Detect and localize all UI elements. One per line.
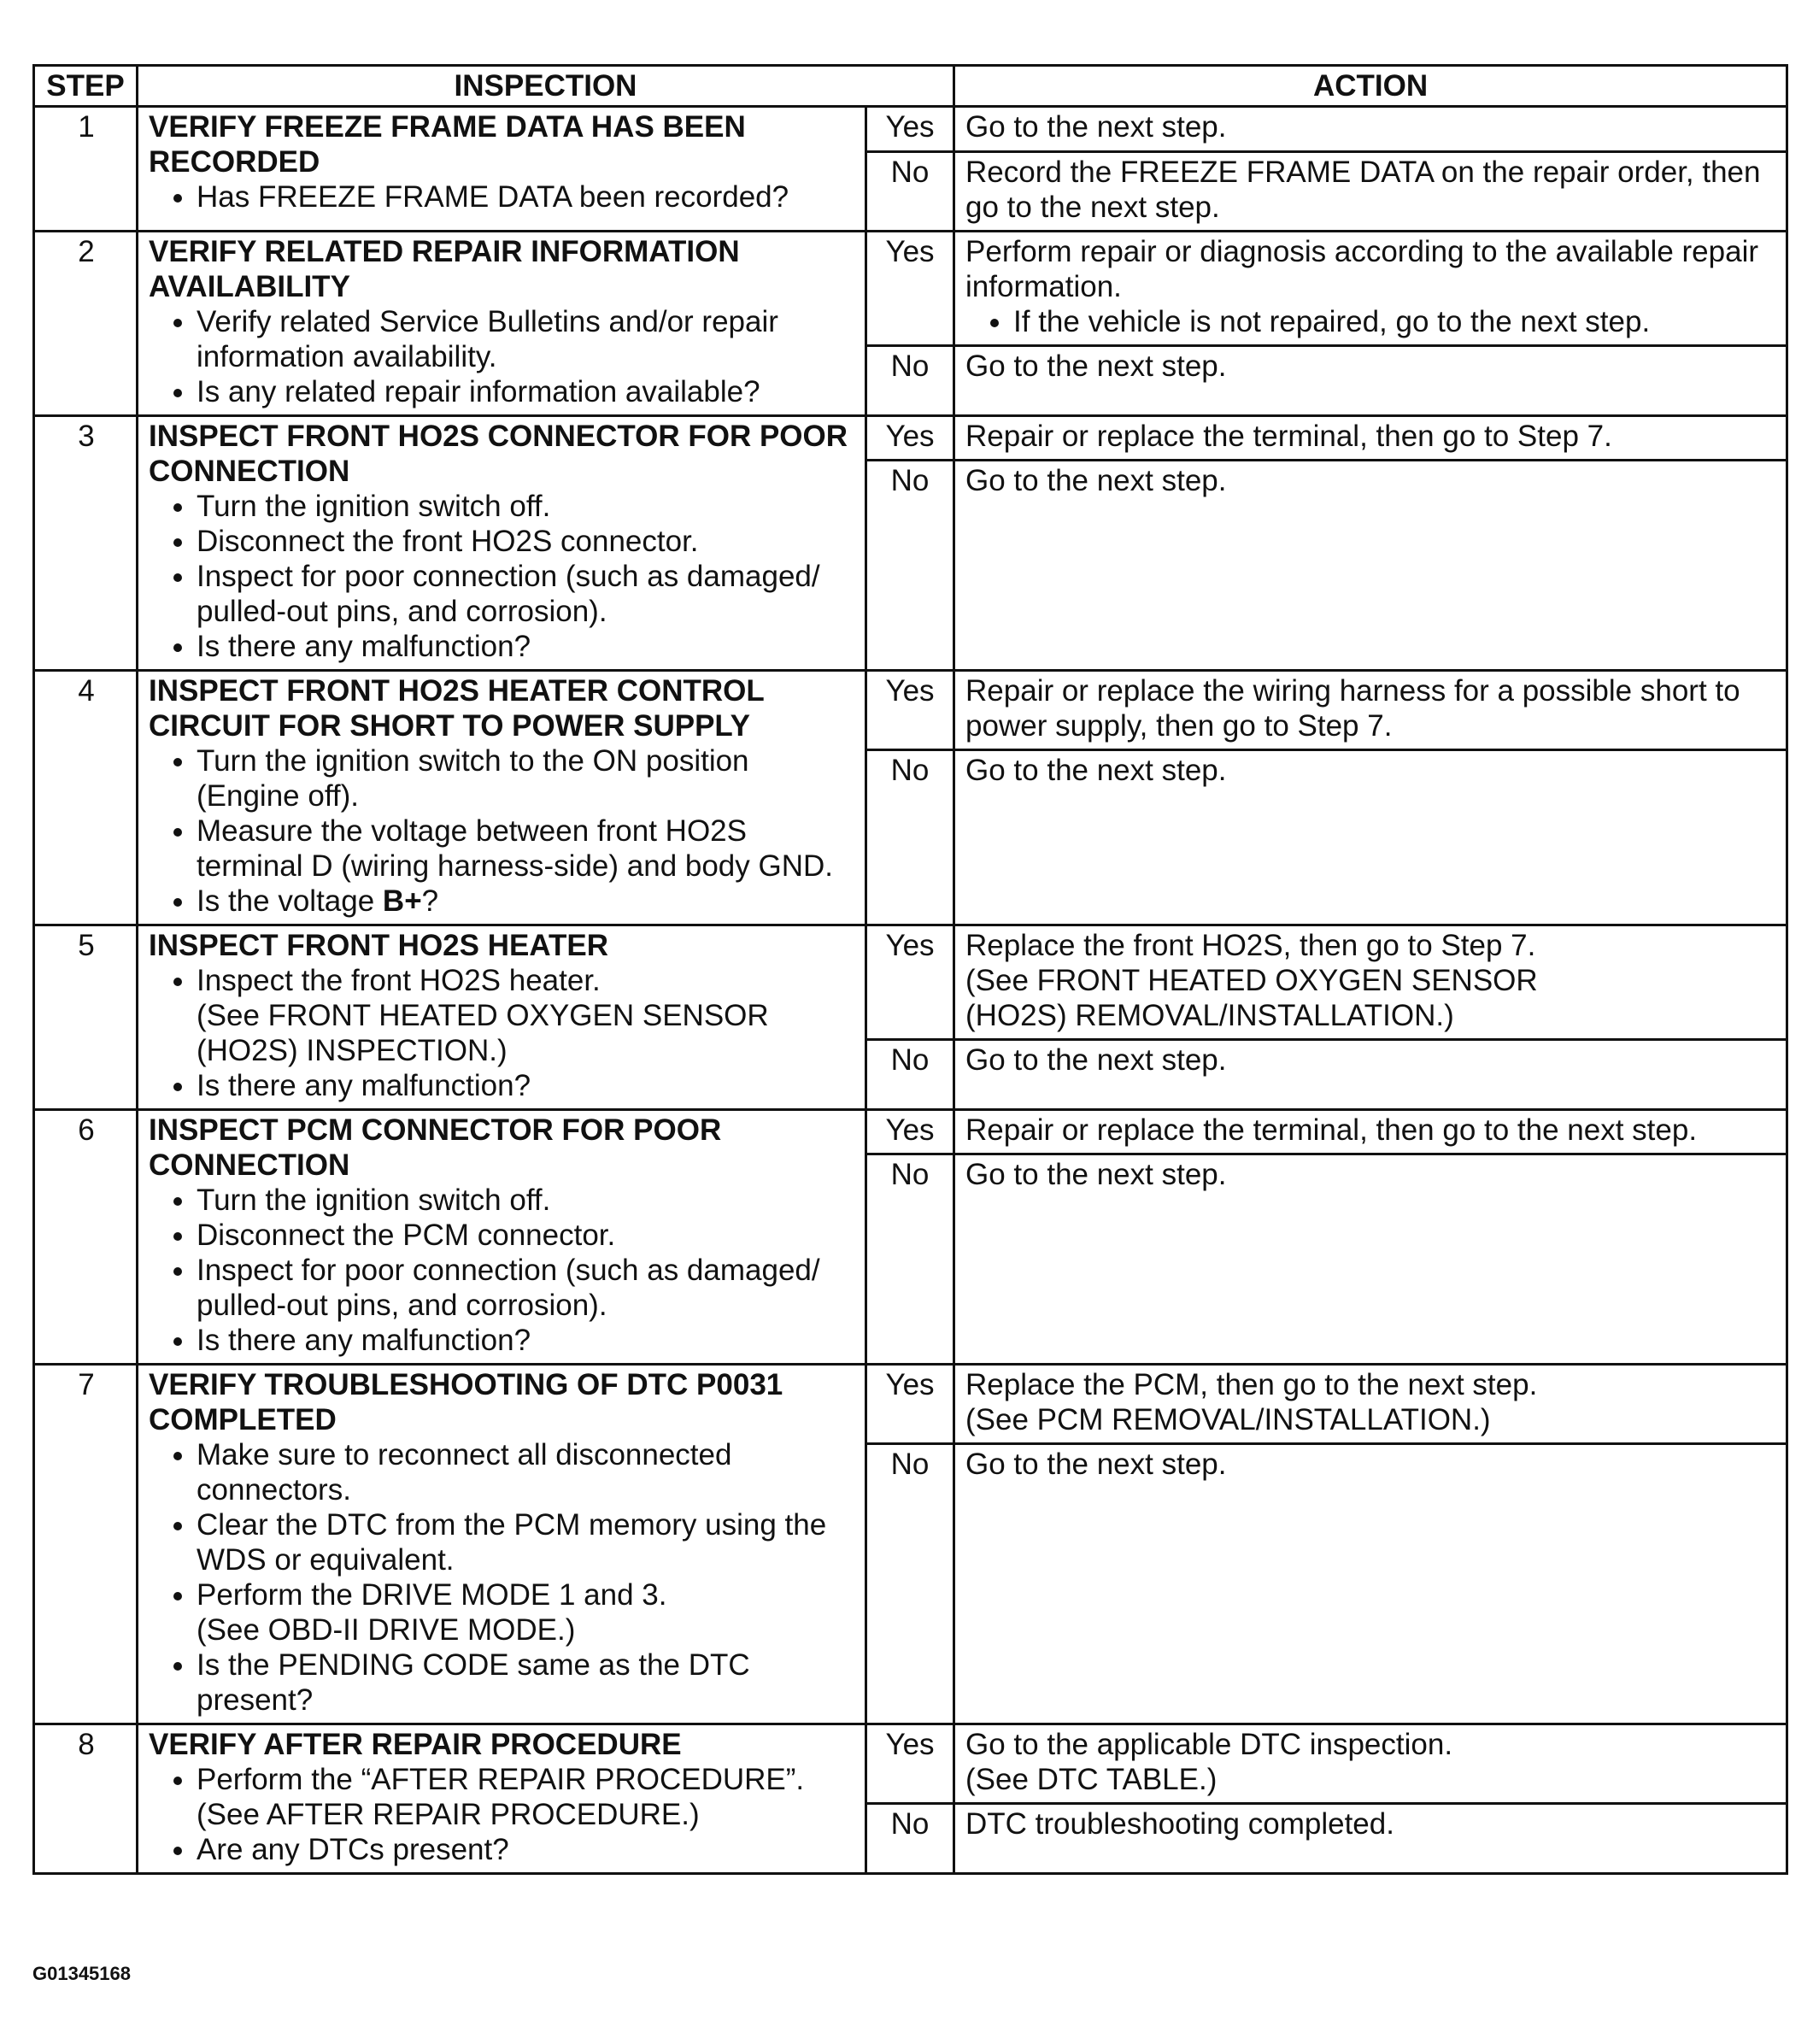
- inspection-bullet: [197, 884, 856, 919]
- inspection-bullet: • Verify related Service Bulletins and/or repair information availability.: [197, 304, 856, 374]
- inspection-bullets: [149, 304, 856, 409]
- step-number: 6: [34, 1110, 138, 1365]
- yes-label: Yes: [866, 1724, 954, 1804]
- inspection-bullet: • Disconnect the PCM connector.: [197, 1218, 856, 1253]
- step-number: 5: [34, 925, 138, 1110]
- inspection-title: INSPECT FRONT HO2S HEATER: [149, 929, 609, 962]
- step-number: 3: [34, 416, 138, 671]
- inspection-cell: [138, 1724, 866, 1874]
- inspection-bullet: • Make sure to reconnect all disconnected connectors.: [197, 1437, 856, 1507]
- inspection-title: INSPECT FRONT HO2S CONNECTOR FOR POOR CONNECTION: [149, 420, 848, 488]
- yes-label: Yes: [866, 1110, 954, 1154]
- inspection-cell: [138, 925, 866, 1110]
- no-action: Go to the next step.: [954, 1154, 1787, 1365]
- inspection-bullets: [149, 743, 856, 919]
- no-action: DTC troubleshooting completed.: [954, 1804, 1787, 1874]
- inspection-bullet: • Is there any malfunction?: [197, 629, 856, 664]
- inspection-bullet: • Disconnect the front HO2S connector.: [197, 524, 856, 559]
- no-action: Go to the next step.: [954, 461, 1787, 671]
- table-header-row: [34, 66, 1787, 107]
- inspection-bullet: • Inspect for poor connection (such as damaged/ pulled-out pins, and corrosion).: [197, 1253, 856, 1323]
- inspection-title: INSPECT FRONT HO2S HEATER CONTROL CIRCUIT FOR SHORT TO POWER SUPPLY: [149, 674, 765, 743]
- header-step: STEP: [34, 66, 138, 107]
- inspection-bullet: • Perform the DRIVE MODE 1 and 3. (See OBD-II DRIVE MODE.): [197, 1577, 856, 1648]
- inspection-cell: [138, 1365, 866, 1724]
- inspection-bullet: • Turn the ignition switch off.: [197, 489, 856, 524]
- inspection-bullets: [149, 963, 856, 1103]
- yes-label: Yes: [866, 671, 954, 750]
- inspection-bullet: • Clear the DTC from the PCM memory using the WDS or equivalent.: [197, 1507, 856, 1577]
- diagnostic-procedure-table: [32, 64, 1788, 1875]
- yes-action: Go to the applicable DTC inspection. (See DTC TABLE.): [954, 1724, 1787, 1804]
- yes-action: Perform repair or diagnosis according to the available repair information.: [965, 235, 1758, 303]
- step-row-yes: [34, 1365, 1787, 1444]
- no-label: No: [866, 461, 954, 671]
- inspection-cell: [138, 107, 866, 232]
- inspection-bullet: • Perform the “AFTER REPAIR PROCEDURE”. (See AFTER REPAIR PROCEDURE.): [197, 1762, 856, 1832]
- no-label: No: [866, 1154, 954, 1365]
- yes-action: Repair or replace the terminal, then go to the next step.: [954, 1110, 1787, 1154]
- no-label: No: [866, 1444, 954, 1724]
- inspection-title: VERIFY RELATED REPAIR INFORMATION AVAILABILITY: [149, 235, 740, 303]
- no-label: No: [866, 1040, 954, 1110]
- yes-action: Replace the PCM, then go to the next step. (See PCM REMOVAL/INSTALLATION.): [954, 1365, 1787, 1444]
- step-row-yes: [34, 416, 1787, 461]
- no-action: Go to the next step.: [954, 1444, 1787, 1724]
- inspection-bullets: [149, 489, 856, 664]
- diagnostic-table-container: [32, 64, 1786, 1875]
- step-number: 2: [34, 232, 138, 416]
- no-action: Go to the next step.: [954, 1040, 1787, 1110]
- inspection-bullets: [149, 1437, 856, 1718]
- inspection-bullet: • Is the PENDING CODE same as the DTC present?: [197, 1648, 856, 1718]
- header-inspection: INSPECTION: [138, 66, 954, 107]
- inspection-bullet: • Measure the voltage between front HO2S terminal D (wiring harness-side) and body GND.: [197, 813, 856, 884]
- inspection-bullet: • Inspect the front HO2S heater. (See FRONT HEATED OXYGEN SENSOR (HO2S) INSPECTION.): [197, 963, 856, 1068]
- bullet-prefix: Is the voltage: [197, 884, 383, 918]
- yes-label: Yes: [866, 925, 954, 1040]
- step-number: 1: [34, 107, 138, 232]
- inspection-bullet: • Inspect for poor connection (such as damaged/ pulled-out pins, and corrosion).: [197, 559, 856, 629]
- step-number: 7: [34, 1365, 138, 1724]
- inspection-bullet: • Are any DTCs present?: [197, 1832, 856, 1867]
- inspection-bullet: • Is there any malfunction?: [197, 1068, 856, 1103]
- inspection-title: VERIFY TROUBLESHOOTING OF DTC P0031 COMPLETED: [149, 1368, 783, 1436]
- no-label: No: [866, 750, 954, 925]
- step-number: 4: [34, 671, 138, 925]
- yes-label: Yes: [866, 107, 954, 152]
- yes-label: Yes: [866, 232, 954, 346]
- inspection-cell: [138, 416, 866, 671]
- inspection-cell: [138, 232, 866, 416]
- inspection-bullet: • Turn the ignition switch off.: [197, 1183, 856, 1218]
- inspection-bullet: • Turn the ignition switch to the ON position (Engine off).: [197, 743, 856, 813]
- voltage-value: B+: [382, 884, 422, 918]
- yes-action-cell: [954, 232, 1787, 346]
- step-number: 8: [34, 1724, 138, 1874]
- yes-action-bullet: • If the vehicle is not repaired, go to the next step.: [1013, 304, 1777, 339]
- no-action: Go to the next step.: [954, 346, 1787, 416]
- step-row-yes: [34, 925, 1787, 1040]
- yes-action: Replace the front HO2S, then go to Step 7. (See FRONT HEATED OXYGEN SENSOR (HO2S) REMOVAL/INSTALLATION.): [954, 925, 1787, 1040]
- inspection-bullet: • Has FREEZE FRAME DATA been recorded?: [197, 179, 856, 214]
- step-row-yes: [34, 232, 1787, 346]
- no-label: No: [866, 346, 954, 416]
- inspection-title: VERIFY AFTER REPAIR PROCEDURE: [149, 1728, 682, 1761]
- yes-action: Go to the next step.: [954, 107, 1787, 152]
- inspection-bullet: • Is any related repair information available?: [197, 374, 856, 409]
- figure-id: G01345168: [32, 1963, 131, 1984]
- yes-action: Repair or replace the terminal, then go to Step 7.: [954, 416, 1787, 461]
- no-label: No: [866, 152, 954, 232]
- inspection-title: VERIFY FREEZE FRAME DATA HAS BEEN RECORDED: [149, 110, 746, 179]
- header-action: ACTION: [954, 66, 1787, 107]
- yes-action-bullets: [965, 304, 1777, 339]
- inspection-cell: [138, 671, 866, 925]
- yes-label: Yes: [866, 1365, 954, 1444]
- bullet-suffix: ?: [421, 884, 439, 918]
- no-action: Go to the next step.: [954, 750, 1787, 925]
- step-row-yes: [34, 1110, 1787, 1154]
- inspection-bullet: • Is there any malfunction?: [197, 1323, 856, 1358]
- inspection-title: INSPECT PCM CONNECTOR FOR POOR CONNECTION: [149, 1113, 722, 1182]
- inspection-cell: [138, 1110, 866, 1365]
- step-row-yes: [34, 671, 1787, 750]
- yes-action: Repair or replace the wiring harness for a possible short to power supply, then go to Step 7.: [954, 671, 1787, 750]
- no-label: No: [866, 1804, 954, 1874]
- no-action: Record the FREEZE FRAME DATA on the repair order, then go to the next step.: [954, 152, 1787, 232]
- inspection-bullets: [149, 1762, 856, 1867]
- step-row-yes: [34, 1724, 1787, 1804]
- inspection-bullets: [149, 179, 856, 214]
- inspection-bullets: [149, 1183, 856, 1358]
- yes-label: Yes: [866, 416, 954, 461]
- step-row-yes: [34, 107, 1787, 152]
